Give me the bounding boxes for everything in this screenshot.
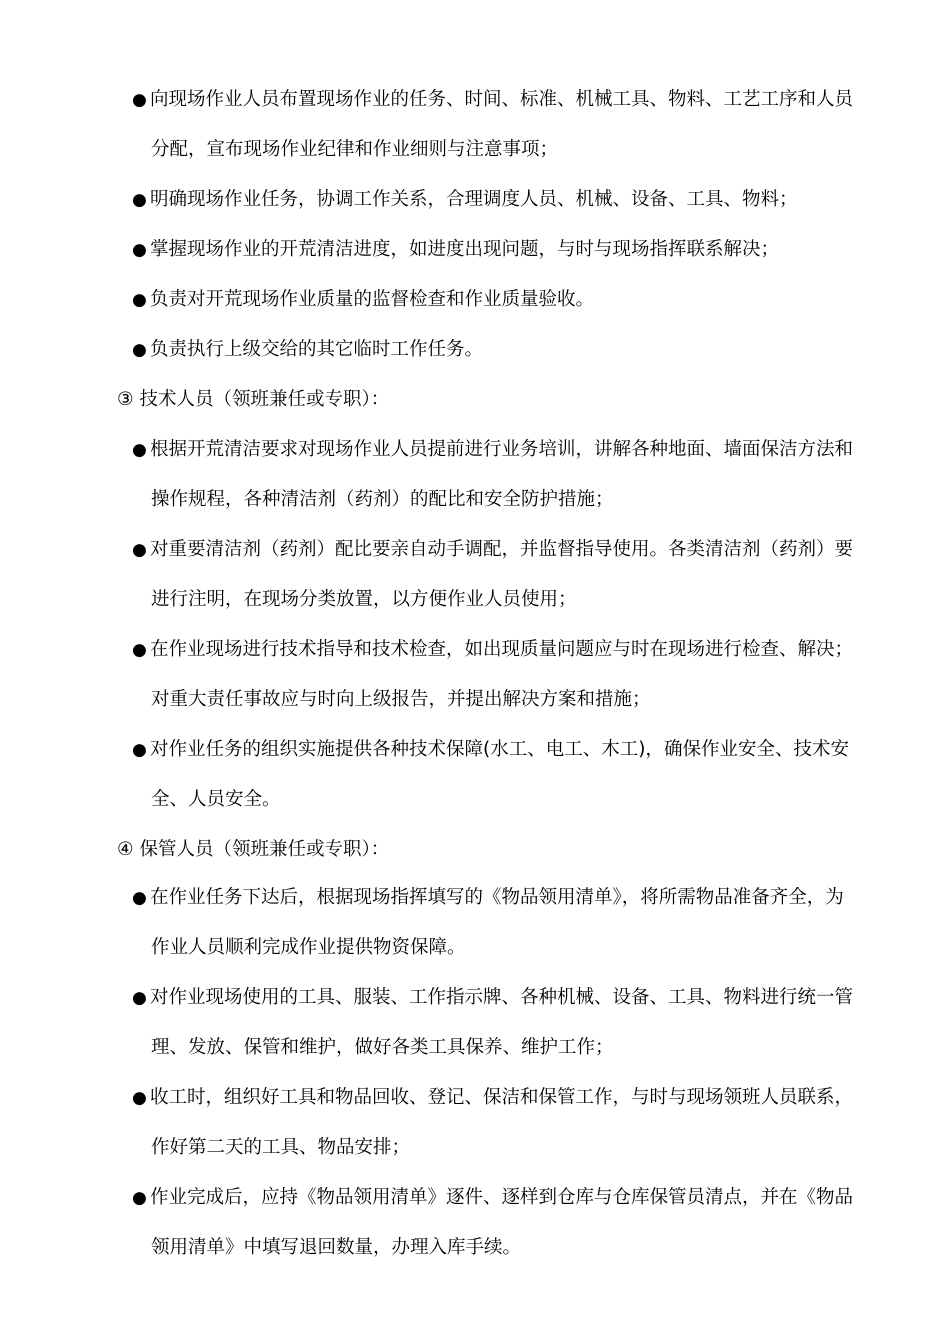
bullet-text: 掌握现场作业的开荒清洁进度，如进度出现问题，与时与现场指挥联系解决； (150, 239, 780, 260)
bullet-icon: ● (132, 740, 147, 760)
bullet-icon: ● (132, 888, 147, 908)
bullet-icon: ● (132, 90, 147, 110)
bullet-text: 收工时，组织好工具和物品回收、登记、保洁和保管工作，与时与现场领班人员联系， (150, 1087, 854, 1108)
bullet-icon: ● (132, 440, 147, 460)
bullet-icon: ● (132, 240, 147, 260)
bullet-item (132, 286, 892, 314)
bullet-text: 对重要清洁剂（药剂）配比要亲自动手调配，并监督指导使用。各类清洁剂（药剂）要 (150, 539, 854, 560)
bullet-item (132, 636, 892, 664)
bullet-icon: ● (132, 1188, 147, 1208)
bullet-text: 向现场作业人员布置现场作业的任务、时间、标准、机械工具、物料、工艺工序和人员 (150, 89, 854, 110)
continuation-text: 理、发放、保管和维护，做好各类工具保养、维护工作； (151, 1037, 614, 1058)
bullet-text: 明确现场作业任务，协调工作关系，合理调度人员、机械、设备、工具、物料； (150, 189, 798, 210)
bullet-item (132, 86, 892, 114)
bullet-icon: ● (132, 1088, 147, 1108)
bullet-icon: ● (132, 340, 147, 360)
bullet-icon: ● (132, 290, 147, 310)
continuation-text: 作业人员顺利完成作业提供物资保障。 (151, 937, 466, 958)
bullet-item (132, 336, 892, 364)
continuation-text: 领用清单》中填写退回数量，办理入库手续。 (151, 1237, 522, 1258)
bullet-text: 作业完成后，应持《物品领用清单》逐件、逐样到仓库与仓库保管员清点，并在《物品 (150, 1187, 854, 1208)
bullet-icon: ● (132, 540, 147, 560)
bullet-icon: ● (132, 988, 147, 1008)
bullet-icon: ● (132, 190, 147, 210)
continuation-text: 进行注明，在现场分类放置，以方便作业人员使用； (151, 589, 577, 610)
bullet-item (132, 186, 892, 214)
bullet-item (132, 736, 892, 764)
bullet-item (132, 1184, 892, 1212)
section-heading: ④ 保管人员（领班兼任或专职）： (117, 839, 390, 860)
bullet-item (132, 1084, 892, 1112)
continuation-text: 全、人员安全。 (151, 789, 281, 810)
bullet-text: 根据开荒清洁要求对现场作业人员提前进行业务培训，讲解各种地面、墙面保洁方法和 (150, 439, 854, 460)
bullet-text: 对作业现场使用的工具、服装、工作指示牌、各种机械、设备、工具、物料进行统一管 (150, 987, 854, 1008)
bullet-item (132, 984, 892, 1012)
continuation-text: 操作规程，各种清洁剂（药剂）的配比和安全防护措施； (151, 489, 614, 510)
bullet-icon: ● (132, 640, 147, 660)
bullet-item (132, 236, 892, 264)
bullet-text: 负责对开荒现场作业质量的监督检查和作业质量验收。 (150, 289, 595, 310)
bullet-item (132, 536, 892, 564)
section-heading: ③ 技术人员（领班兼任或专职）： (117, 389, 390, 410)
continuation-text: 分配，宣布现场作业纪律和作业细则与注意事项； (151, 139, 559, 160)
continuation-text: 对重大责任事故应与时向上级报告，并提出解决方案和措施； (151, 689, 651, 710)
bullet-text: 在作业任务下达后，根据现场指挥填写的《物品领用清单》，将所需物品准备齐全，为 (150, 887, 844, 908)
bullet-item (132, 436, 892, 464)
continuation-text: 作好第二天的工具、物品安排； (151, 1137, 411, 1158)
bullet-text: 在作业现场进行技术指导和技术检查，如出现质量问题应与时在现场进行检查、解决； (150, 639, 854, 660)
bullet-item (132, 884, 892, 912)
bullet-text: 负责执行上级交给的其它临时工作任务。 (150, 339, 484, 360)
bullet-text: 对作业任务的组织实施提供各种技术保障(水工、电工、木工)，确保作业安全、技术安 (150, 739, 849, 760)
